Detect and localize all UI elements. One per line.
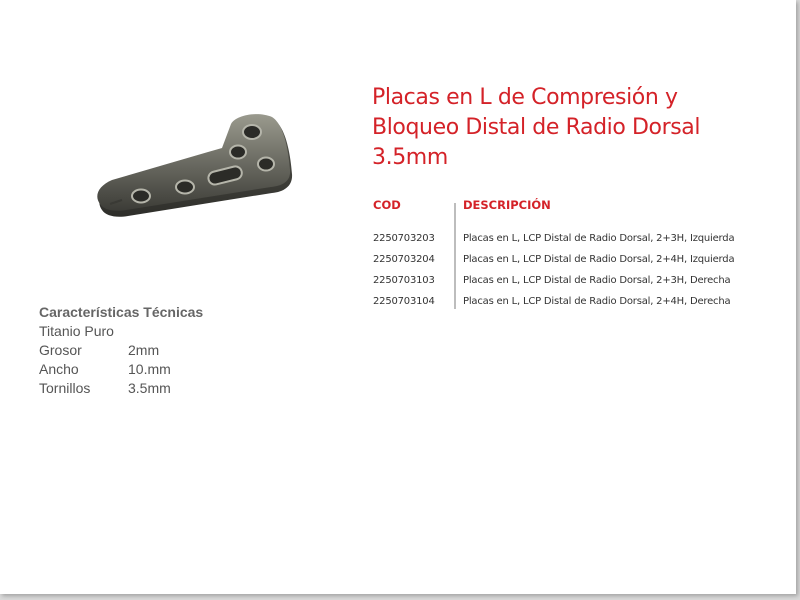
spec-row	[39, 379, 203, 398]
spec-label: Grosor	[39, 342, 82, 358]
spec-value: 10.mm	[128, 361, 171, 377]
table-row	[370, 228, 734, 249]
specs-material	[39, 322, 203, 341]
cell-description: Placas en L, LCP Distal de Radio Dorsal, 2+3H, Derecha	[463, 275, 731, 286]
cell-cod: 2250703203	[373, 233, 435, 244]
cell-cod: 2250703204	[373, 254, 435, 265]
title-line: Placas en L de Compresión y	[372, 85, 678, 110]
product-code-table	[370, 198, 734, 312]
cell-description: Placas en L, LCP Distal de Radio Dorsal, 2+4H, Izquierda	[463, 254, 735, 265]
title-line: 3.5mm	[372, 145, 448, 170]
l-plate-image	[88, 112, 298, 227]
spec-value: 2mm	[128, 342, 160, 358]
cell-cod: 2250703103	[373, 275, 435, 286]
header-cod: COD	[373, 198, 401, 212]
table-row	[370, 249, 734, 270]
technical-specs	[39, 304, 203, 398]
header-description: DESCRIPCIÓN	[463, 198, 551, 212]
cell-description: Placas en L, LCP Distal de Radio Dorsal, 2+3H, Izquierda	[463, 233, 735, 244]
product-title	[372, 83, 752, 173]
cell-description: Placas en L, LCP Distal de Radio Dorsal, 2+4H, Derecha	[463, 296, 731, 307]
cell-cod: 2250703104	[373, 296, 435, 307]
table-row	[370, 270, 734, 291]
spec-row	[39, 360, 203, 379]
spec-row	[39, 341, 203, 360]
spec-value: 3.5mm	[128, 380, 171, 396]
title-line: Bloqueo Distal de Radio Dorsal	[372, 115, 701, 140]
spec-label: Tornillos	[39, 380, 91, 396]
spec-label: Ancho	[39, 361, 79, 377]
material-value: Titanio Puro	[39, 323, 114, 339]
table-row	[370, 291, 734, 312]
specs-title: Características Técnicas	[39, 304, 204, 320]
table-header-row	[370, 198, 734, 228]
